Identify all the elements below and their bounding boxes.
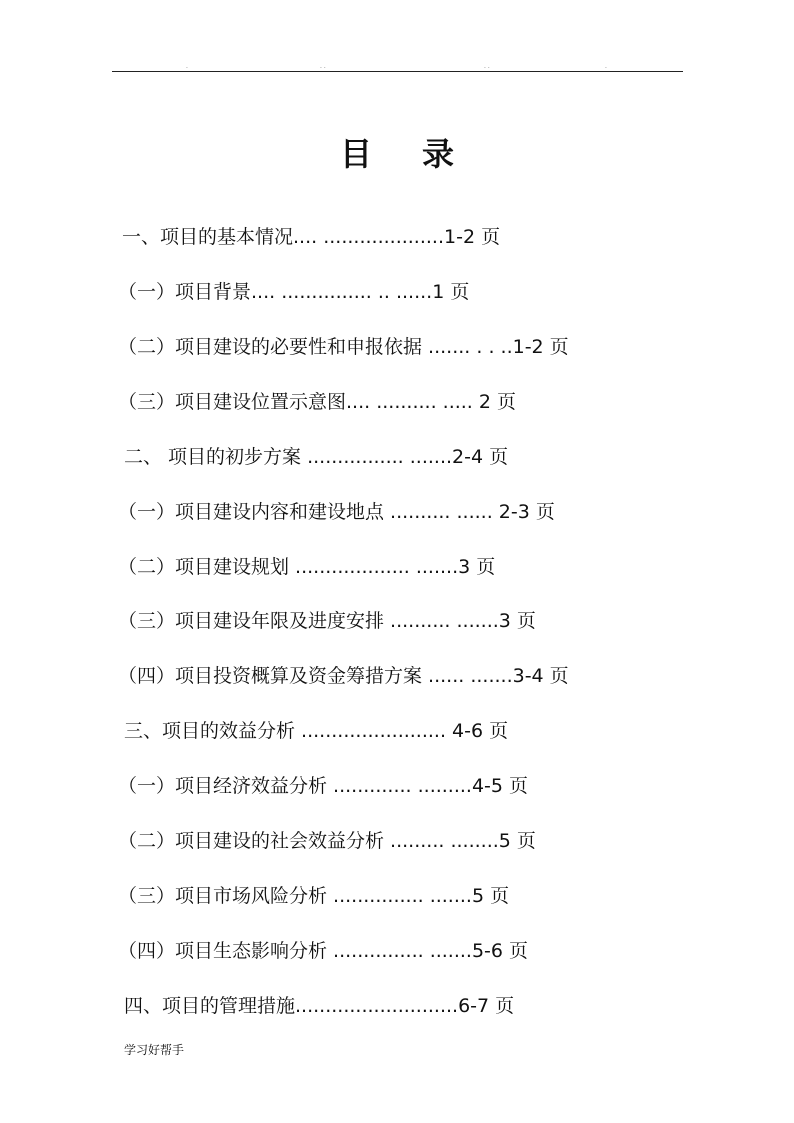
page-title: 目录 xyxy=(339,135,504,173)
toc-entry-label: （一）项目背景 xyxy=(118,281,252,303)
toc-entry-leader: ............. ......... xyxy=(327,775,472,797)
toc-entry-leader: ................... ....... xyxy=(289,556,459,578)
toc-entry-page: 4-5 页 xyxy=(471,775,529,797)
toc-entry-page: 6-7 页 xyxy=(458,995,515,1017)
toc-entry-page: 1-2 页 xyxy=(512,336,569,358)
toc-entry-label: （一）项目经济效益分析 xyxy=(118,775,328,797)
toc-entry[interactable] xyxy=(118,389,516,415)
toc-entry-page: 3 页 xyxy=(458,556,496,578)
toc-entry[interactable] xyxy=(118,883,509,909)
toc-entry-leader: ........................... xyxy=(295,995,459,1017)
toc-entry-label: （二）项目建设的社会效益分析 xyxy=(118,830,385,852)
toc-entry[interactable] xyxy=(124,993,514,1019)
toc-entry-page: 1-2 页 xyxy=(444,226,501,248)
toc-entry-leader: .... ............... .. ...... xyxy=(251,281,433,303)
toc-entry-label: 一、项目的基本情况 xyxy=(122,226,294,248)
header-dot: . xyxy=(605,63,607,70)
toc-entry-leader: ....... . . .. xyxy=(422,336,513,358)
toc-entry-label: （四）项目生态影响分析 xyxy=(118,940,328,962)
toc-entry-page: 2 页 xyxy=(472,391,517,413)
toc-entry-page: 5-6 页 xyxy=(471,940,529,962)
toc-entry-leader: .... .......... ..... xyxy=(346,391,473,413)
toc-entry[interactable] xyxy=(124,444,508,470)
toc-entry[interactable] xyxy=(118,773,528,799)
toc-entry-label: （三）项目市场风险分析 xyxy=(118,885,328,907)
toc-entry[interactable] xyxy=(118,554,495,580)
toc-entry-leader: ........................ xyxy=(295,720,447,742)
header-dot: . . xyxy=(484,63,490,70)
toc-entry-page: 3 页 xyxy=(498,610,536,632)
toc-entry-leader: .......... ....... xyxy=(384,610,499,632)
toc-entry-page: 1 页 xyxy=(432,281,470,303)
toc-entry[interactable] xyxy=(118,499,555,525)
toc-entry-page: 4-6 页 xyxy=(446,720,509,742)
toc-entry-label: （二）项目建设规划 xyxy=(118,556,290,578)
toc-entry-page: 3-4 页 xyxy=(512,665,569,687)
toc-entry[interactable] xyxy=(122,224,500,250)
toc-entry-page: 5 页 xyxy=(498,830,536,852)
toc-entry-label: （一）项目建设内容和建设地点 xyxy=(118,501,385,523)
toc-entry-label: （三）项目建设年限及进度安排 xyxy=(118,610,385,632)
toc-entry-label: （四）项目投资概算及资金筹措方案 xyxy=(118,665,423,687)
toc-entry-page: 5 页 xyxy=(471,885,510,907)
toc-entry-label: 二、 项目的初步方案 xyxy=(124,446,302,468)
toc-entry-leader: ................ ....... xyxy=(301,446,453,468)
toc-entry-leader: .... .................... xyxy=(293,226,445,248)
header-dot: . xyxy=(186,63,188,70)
toc-entry-label: 三、项目的效益分析 xyxy=(124,720,296,742)
toc-entry[interactable] xyxy=(118,334,569,360)
toc-entry[interactable] xyxy=(124,718,508,744)
toc-entry-label: （二）项目建设的必要性和申报依据 xyxy=(118,336,423,358)
toc-entry-label: 四、项目的管理措施 xyxy=(124,995,296,1017)
page-footer: 学习好帮手 xyxy=(124,1043,185,1057)
header-dot: . . xyxy=(320,63,326,70)
toc-entry-page: 2-3 页 xyxy=(492,501,555,523)
toc-entry[interactable] xyxy=(118,828,536,854)
toc-entry-label: （三）项目建设位置示意图 xyxy=(118,391,347,413)
toc-entry-leader: ......... ........ xyxy=(384,830,499,852)
toc-entry-page: 2-4 页 xyxy=(452,446,509,468)
toc-entry[interactable] xyxy=(118,608,536,634)
toc-entry-leader: ............... ....... xyxy=(327,940,472,962)
toc-entry[interactable] xyxy=(118,663,569,689)
toc-entry-leader: .......... ...... xyxy=(384,501,493,523)
toc-entry[interactable] xyxy=(118,938,528,964)
toc-entry-leader: ...... ....... xyxy=(422,665,513,687)
toc-entry[interactable] xyxy=(118,279,469,305)
toc-entry-leader: ............... ....... xyxy=(327,885,472,907)
